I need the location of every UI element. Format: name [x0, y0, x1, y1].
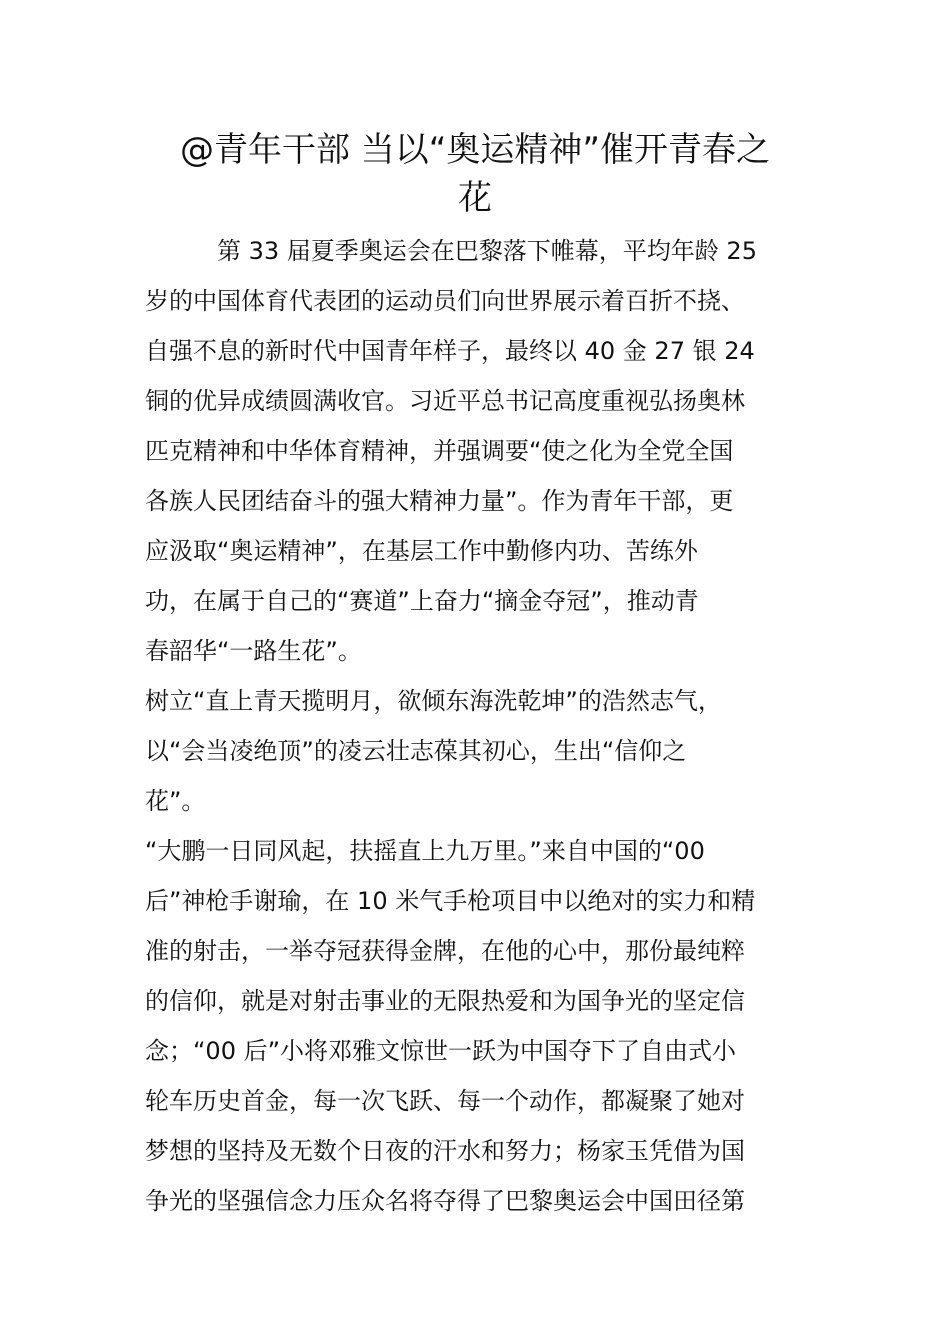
text-line: 春韶华“一路生花”。 — [145, 637, 362, 665]
text-line: 准的射击，一举夺冠获得金牌，在他的心中，那份最纯粹 — [145, 937, 745, 965]
text-line: 铜的优异成绩圆满收官。习近平总书记高度重视弘扬奥林 — [145, 387, 745, 415]
title-line-1: @青年干部 当以“奥运精神”催开青春之 — [179, 130, 771, 170]
text-line: 梦想的坚持及无数个日夜的汗水和努力；杨家玉凭借为国 — [145, 1137, 745, 1165]
text-line: 念；“00 后”小将邓雅文惊世一跃为中国夺下了自由式小 — [145, 1037, 737, 1065]
text-line: 轮车历史首金，每一次飞跃、每一个动作，都凝聚了她对 — [145, 1087, 745, 1115]
text-line: 花”。 — [145, 787, 206, 815]
document-title — [140, 126, 810, 222]
text-line: 匹克精神和中华体育精神，并强调要“使之化为全党全国 — [145, 437, 734, 465]
text-line: 应汲取“奥运精神”，在基层工作中勤修内功、苦练外 — [145, 537, 698, 565]
text-line: 以“会当凌绝顶”的凌云壮志葆其初心，生出“信仰之 — [145, 737, 687, 765]
text-line: 岁的中国体育代表团的运动员们向世界展示着百折不挠、 — [145, 287, 745, 315]
text-line: 第 33 届夏季奥运会在巴黎落下帷幕，平均年龄 25 — [145, 237, 757, 265]
text-line: “大鹏一日同风起，扶摇直上九万里。”来自中国的“00 — [145, 837, 705, 865]
text-line: 的信仰，就是对射击事业的无限热爱和为国争光的坚定信 — [145, 987, 745, 1015]
title-line-2: 花 — [458, 178, 492, 218]
text-line: 各族人民团结奋斗的强大精神力量”。作为青年干部，更 — [145, 487, 734, 515]
text-line: 后”神枪手谢瑜，在 10 米气手枪项目中以绝对的实力和精 — [145, 887, 756, 915]
text-line: 功，在属于自己的“赛道”上奋力“摘金夺冠”，推动青 — [145, 587, 699, 615]
text-line: 树立“直上青天揽明月，欲倾东海洗乾坤”的浩然志气， — [145, 687, 722, 715]
text-line: 自强不息的新时代中国青年样子，最终以 40 金 27 银 24 — [145, 337, 755, 365]
text-line: 争光的坚强信念力压众名将夺得了巴黎奥运会中国田径第 — [145, 1187, 745, 1215]
